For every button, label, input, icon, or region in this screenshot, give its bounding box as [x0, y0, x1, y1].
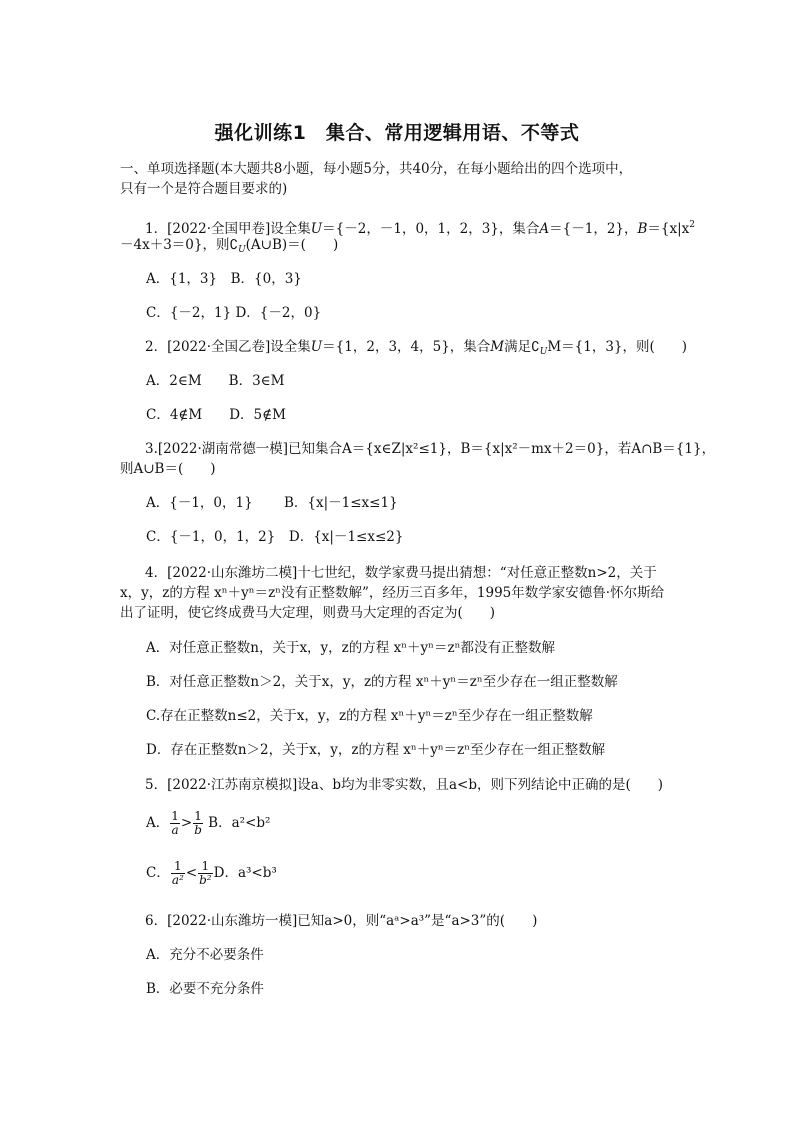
- question-1-options-ab[interactable]: A．{1，3} B．{0，3}: [146, 271, 302, 287]
- fraction-one-over-a-squared: $\frac{1}{\text{a²}}$: [171, 859, 184, 887]
- question-1-line2: －4x＋3＝0}，则$∁_U(A\cup B)=$( ): [120, 237, 339, 255]
- question-6-option-a[interactable]: A．充分不必要条件: [146, 947, 264, 963]
- question-5-options-cd[interactable]: C． $\frac{1}{\text{a²}}$ < $\frac{1}{\text{b²}}$ D．a³<b³: [146, 859, 277, 887]
- question-3-options-cd[interactable]: C．{－1，0，1，2} D．{x|－1≤x≤2}: [146, 529, 404, 545]
- question-3-options-ab[interactable]: A．{－1，0，1} B．{x|－1≤x≤1}: [146, 495, 398, 511]
- fraction-one-over-b: $\frac{1}{b}$: [194, 809, 202, 837]
- question-3-line1: 3.[2022·湖南常德一模]已知集合A＝{x∈Z|x²≤1}，B＝{x|x²－mx＋2＝0}，若A∩B＝{1}，: [145, 441, 716, 457]
- question-4-option-c[interactable]: C.存在正整数n≤2，关于x，y，z的方程 xⁿ＋yⁿ＝zⁿ至少存在一组正整数解: [146, 708, 593, 724]
- page-title: 强化训练1 集合、常用逻辑用语、不等式: [214, 122, 580, 144]
- question-4-option-d[interactable]: D．存在正整数n＞2，关于x，y，z的方程 xⁿ＋yⁿ＝zⁿ至少存在一组正整数解: [146, 742, 606, 758]
- question-4-option-a[interactable]: A．对任意正整数n，关于x，y，z的方程 xⁿ＋yⁿ＝zⁿ都没有正整数解: [146, 640, 555, 656]
- section-heading-line1: 一、单项选择题(本大题共8小题，每小题5分，共40分，在每小题给出的四个选项中，: [120, 161, 633, 177]
- question-4-line3: 出了证明，使它终成费马大定理，则费马大定理的否定为( ): [120, 605, 496, 621]
- question-1-line1: 1．[2022·全国甲卷]设全集U＝{－2，－1，0，1，2，3}，集合A＝{－1，2}，$B=\{x|x^2$: [145, 220, 696, 237]
- fraction-one-over-a: $\frac{1}{a}$: [171, 809, 179, 837]
- fraction-one-over-b-squared: $\frac{1}{\text{b²}}$: [199, 859, 212, 887]
- question-3-line2: 则A∪B＝( ): [120, 461, 216, 477]
- question-2-line1: 2．[2022·全国乙卷]设全集U＝{1，2，3，4，5}，集合M满足$∁_UM=\{1$，3}，则( ): [145, 339, 688, 357]
- question-6-line1: 6．[2022·山东潍坊一模]已知a>0，则“aᵃ>a³”是“a>3”的( ): [145, 913, 538, 929]
- question-1-options-cd[interactable]: C．{－2，1} D．{－2，0}: [146, 305, 322, 321]
- question-5-options-ab[interactable]: A． $\frac{1}{a}$ > $\frac{1}{b}$ B．a²<b²: [146, 809, 271, 837]
- question-4-option-b[interactable]: B．对任意正整数n＞2，关于x，y，z的方程 xⁿ＋yⁿ＝zⁿ至少存在一组正整数解: [146, 674, 618, 690]
- question-2-options-ab[interactable]: A．2∈M B．3∈M: [146, 373, 285, 389]
- question-5-line1: 5．[2022·江苏南京模拟]设a、b均为非零实数，且a<b，则下列结论中正确的是( ): [145, 777, 663, 793]
- question-6-option-b[interactable]: B．必要不充分条件: [146, 981, 264, 997]
- section-heading-line2: 只有一个是符合题目要求的): [120, 181, 288, 197]
- question-4-line1: 4．[2022·山东潍坊二模]十七世纪，数学家费马提出猜想：“对任意正整数n>2，关于: [145, 565, 657, 581]
- question-4-line2: x，y，z的方程 xⁿ＋yⁿ＝zⁿ没有正整数解”，经历三百多年，1995年数学家安德鲁·怀尔斯给: [120, 585, 665, 601]
- question-2-options-cd[interactable]: C．4∉M D．5∉M: [146, 407, 286, 423]
